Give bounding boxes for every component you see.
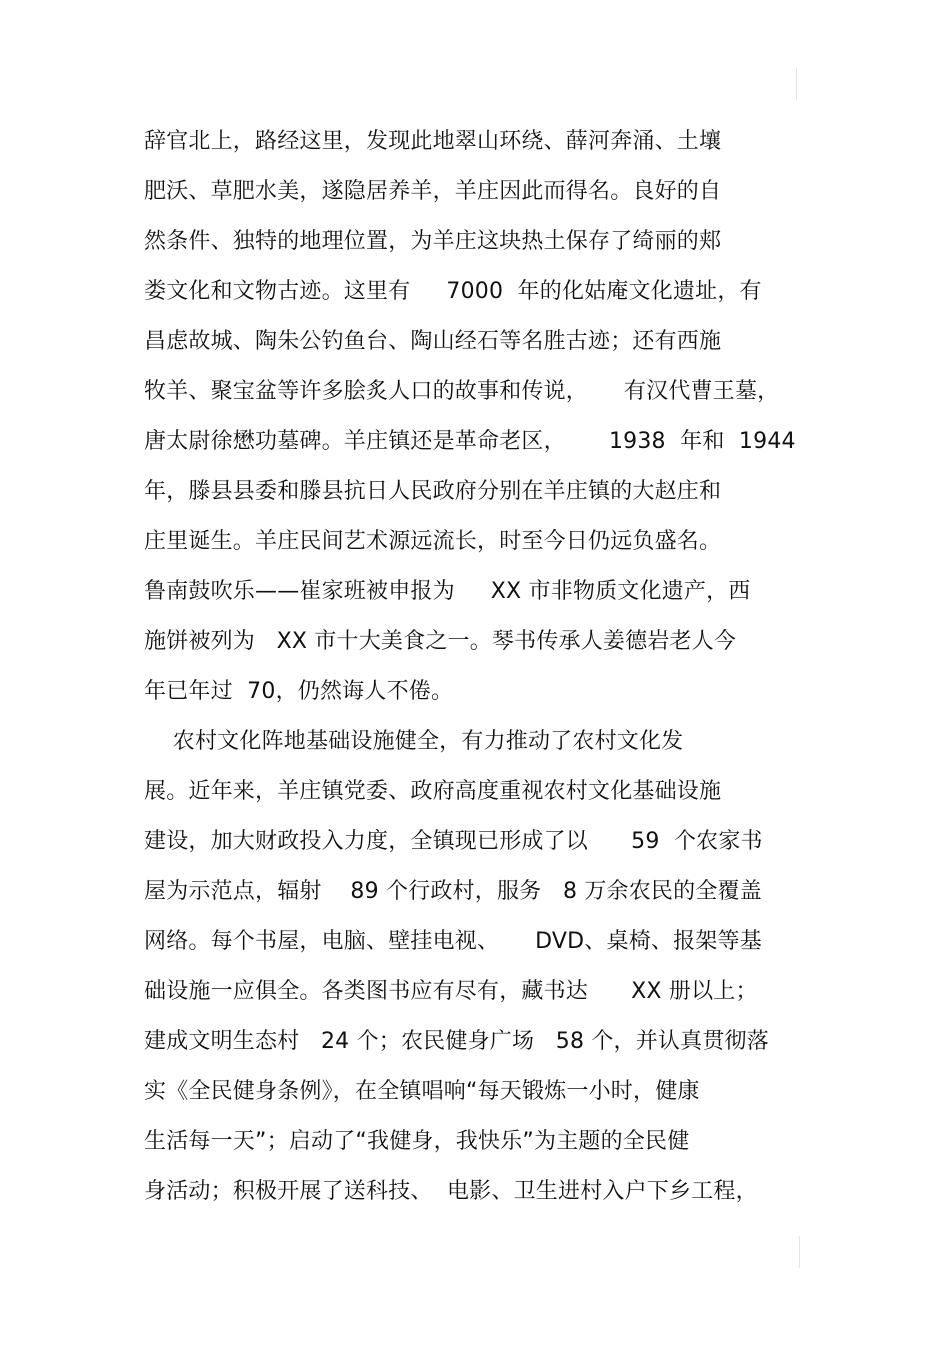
text-line: 屋为示范点，辐射 89 个行政村，服务 8 万余农民的全覆盖	[144, 879, 762, 904]
text-line: 唐太尉徐懋功墓碑。羊庄镇还是革命老区， 1938 年和 1944	[144, 429, 796, 454]
page-edge-mark-bottom	[799, 1236, 800, 1268]
text-line: 建成文明生态村 24 个；农民健身广场 58 个，并认真贯彻落	[144, 1029, 769, 1054]
text-line: 庄里诞生。羊庄民间艺术源远流长，时至今日仍远负盛名。	[144, 529, 722, 554]
text-line: 础设施一应俱全。各类图书应有尽有，藏书达 XX 册以上；	[144, 979, 758, 1004]
text-line: 年已年过 70，仍然诲人不倦。	[144, 679, 454, 704]
text-line: 身活动；积极开展了送科技、 电影、卫生进村入户下乡工程，	[144, 1179, 758, 1204]
text-line: 鲁南鼓吹乐——崔家班被申报为 XX 市非物质文化遗产，西	[144, 579, 751, 604]
text-line: 建设，加大财政投入力度，全镇现已形成了以 59 个农家书	[144, 829, 763, 854]
text-line: 实《全民健身条例》，在全镇唱响“每天锻炼一小时，健康	[144, 1079, 700, 1104]
body-text	[144, 124, 844, 1224]
text-line: 网络。每个书屋，电脑、壁挂电视、 DVD、桌椅、报架等基	[144, 929, 762, 954]
text-line: 年，滕县县委和滕县抗日人民政府分别在羊庄镇的大赵庄和	[144, 479, 722, 504]
text-line: 昌虑故城、陶朱公钓鱼台、陶山经石等名胜古迹；还有西施	[144, 329, 722, 354]
text-line: 肥沃、草肥水美，遂隐居养羊，羊庄因此而得名。良好的自	[144, 179, 722, 204]
text-line: 农村文化阵地基础设施健全，有力推动了农村文化发	[144, 729, 684, 754]
text-line: 展。近年来，羊庄镇党委、政府高度重视农村文化基础设施	[144, 779, 722, 804]
text-line: 生活每一天”；启动了“我健身，我快乐”为主题的全民健	[144, 1129, 690, 1154]
text-line: 施饼被列为 XX 市十大美食之一。琴书传承人姜德岩老人今	[144, 629, 737, 654]
page-edge-mark-top	[796, 68, 797, 100]
text-line: 娄文化和文物古迹。这里有 7000 年的化姑庵文化遗址，有	[144, 279, 762, 304]
text-line: 牧羊、聚宝盆等许多脍炙人口的故事和传说， 有汉代曹王墓，	[144, 379, 780, 404]
text-line: 然条件、独特的地理位置，为羊庄这块热土保存了绮丽的郏	[144, 229, 722, 254]
text-line: 辞官北上，路经这里，发现此地翠山环绕、薛河奔涌、土壤	[144, 129, 722, 154]
